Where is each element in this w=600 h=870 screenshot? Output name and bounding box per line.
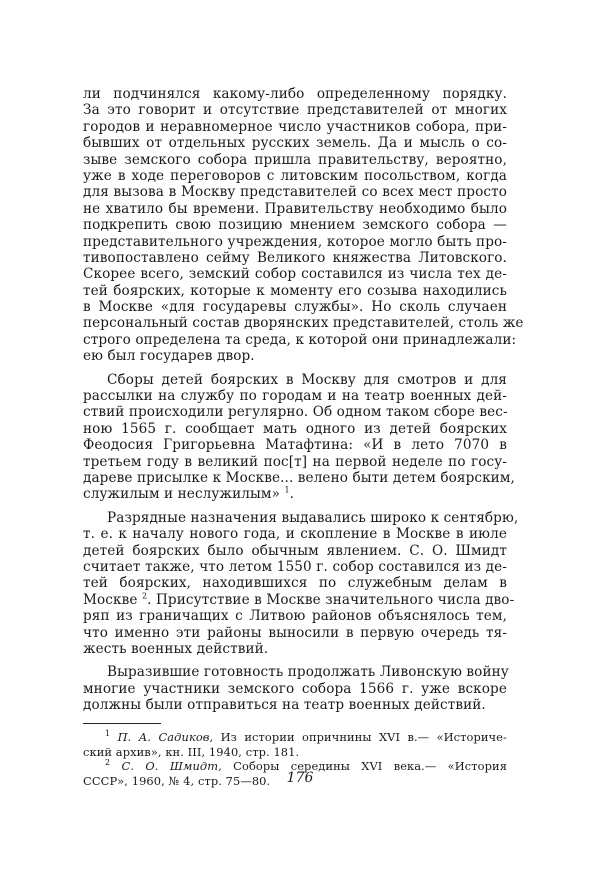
footnote-number: 1	[105, 729, 111, 739]
text-line: Разрядные назначения выдавались широко к сентябрю,	[107, 509, 519, 526]
text-line: для вызова в Москву представителей со всех мест просто	[83, 184, 507, 201]
text-line: тей боярских, которые к моменту его созыва находились	[83, 282, 507, 299]
text-line: должны были отправиться на театр военных действий.	[83, 697, 486, 714]
paragraph	[83, 86, 524, 365]
footnote-line	[83, 730, 507, 745]
footnote-number: 2	[105, 758, 111, 768]
text-line: служилым и неслужилым» $^1$.	[83, 485, 295, 503]
footnote-author: С. О. Шмидт,	[121, 759, 222, 774]
text-line: зыве земского собора пришла правительству, вероятно,	[83, 151, 507, 168]
text-line: в Москве «для государевы службы». Но сколь случаен	[83, 299, 507, 316]
text-line-rest: . Присутствие в Москве значительного числа дво-	[147, 591, 515, 608]
text-line: ею был государев двор.	[83, 348, 255, 365]
page-number: 176	[286, 770, 314, 786]
text-line: подкрепить свою позицию мнением земского собора —	[83, 217, 507, 234]
text-line: Сборы детей боярских в Москву для смотров и для	[107, 371, 507, 388]
text-line: Выразившие готовность продолжать Ливонскую войну	[107, 664, 509, 681]
paragraph	[83, 509, 519, 658]
footnote-title: Соборы середины XVI века.— «История	[233, 759, 507, 774]
text-line: считает также, что летом 1550 г. собор составился из де-	[83, 558, 507, 575]
text-line: ствий происходили регулярно. Об одном таком сборе вес-	[83, 404, 508, 421]
text-line: персональный состав дворянских представителей, столь же	[83, 315, 524, 332]
footnote-divider	[83, 723, 161, 724]
text-line: не хватило бы времени. Правительству необходимо было	[83, 200, 507, 217]
footnote-author: П. А. Садиков,	[117, 730, 214, 745]
text-line: третьем году в великий пос[т] на первой неделе по госу-	[83, 453, 507, 470]
text-line: строго определена та среда, к которой они принадлежали:	[83, 331, 517, 348]
text-line: Москве $^2$. Присутствие в Москве значительного числа дво-	[83, 591, 515, 608]
text-line: ряп из граничащих с Литвою районов объяснялось тем,	[83, 608, 507, 625]
text-line: ли подчинялся какому-либо определенному порядку.	[83, 86, 507, 102]
footnote-line: ский архив», кн. III, 1940, стр. 181.	[83, 744, 300, 759]
page-body	[83, 86, 524, 788]
text-line: уже в ходе переговоров с литовским посольством, когда	[83, 167, 507, 184]
text-line: тивопоставлено сейму Великого княжества Литовского.	[83, 249, 507, 266]
text-line: детей боярских было обычным явлением. С. О. Шмидт	[83, 542, 507, 559]
text-line: За это говорит и отсутствие представителей от многих	[83, 102, 507, 119]
footnote-line: СССР», 1960, № 4, стр. 75—80.	[83, 773, 271, 788]
text-line: т. е. к началу нового года, и скопление в Москве в июле	[83, 526, 507, 543]
text-line: ною 1565 г. сообщает мать одного из детей боярских	[83, 420, 507, 437]
text-line: представительного учреждения, которое могло быть про-	[83, 233, 507, 250]
text-line: что именно эти районы выносили в первую очередь тя-	[83, 624, 507, 641]
footnote-title: Из истории опричнины XVI в.— «Историче-	[220, 730, 507, 745]
footnote-ref: 2	[141, 591, 148, 601]
text-line: городов и неравномерное число участников собора, при-	[83, 118, 507, 135]
text-line: многие участники земского собора 1566 г. уже вскоре	[83, 680, 507, 697]
text-line: бывших от отдельных русских земель. Да и мысль о со-	[83, 135, 507, 152]
text-line: жесть военных действий.	[83, 640, 269, 657]
text-line: тей боярских, находившихся по служебным делам в	[83, 575, 507, 592]
paragraph	[83, 664, 507, 713]
text-line: рассылки на службу по городам и на театр военных дей-	[83, 388, 507, 405]
text-line: Феодосия Григорьевна Матафтина: «И в лето 7070 в	[83, 437, 507, 454]
paragraph	[83, 371, 515, 503]
footnote-ref: 1	[284, 485, 290, 495]
text-line: Скорее всего, земский собор составился из числа тех де-	[83, 266, 507, 283]
text-line: дареве присылке к Москве... велено быти детем боярским,	[83, 469, 515, 486]
